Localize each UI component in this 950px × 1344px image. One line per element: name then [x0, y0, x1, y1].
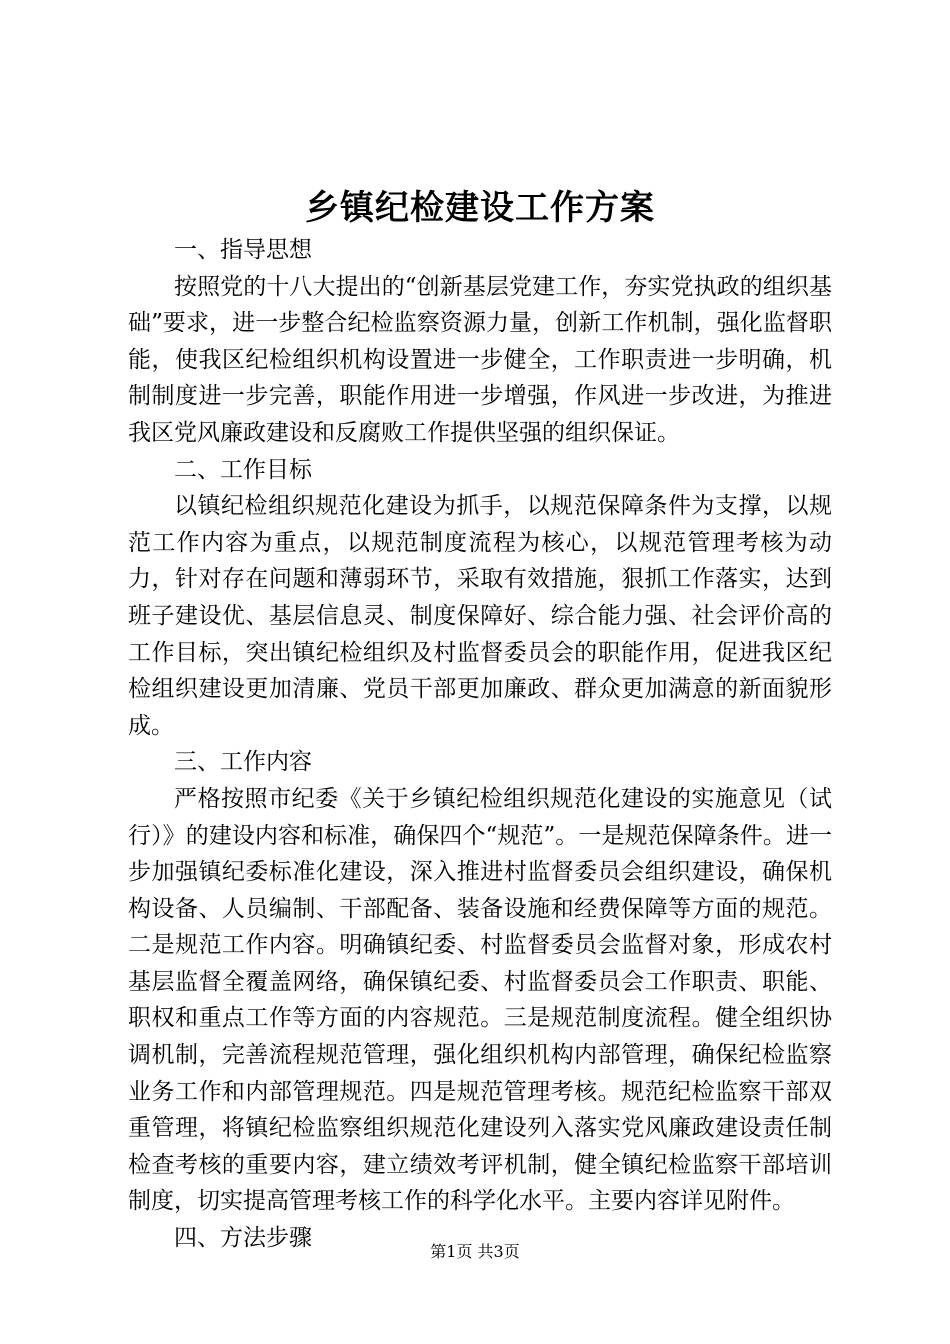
document-title: 乡镇纪检建设工作方案: [305, 188, 655, 228]
section-heading-work-goals: 二、工作目标: [174, 456, 312, 483]
paragraph-work-content: 严格按照市纪委《关于乡镇纪检组织规范化建设的实施意见（试行）》的建设内容和标准，确保四个“规范”。一是规范保障条件。进一步加强镇纪委标准化建设，深入推进村监督委员会组织建设，确保机构设备、人员编制、干部配备、装备设施和经费保障等方面的规范。二是规范工作内容。明确镇纪委、村监督委员会监督对象，形成农村基层监督全覆盖网络，确保镇纪委、村监督委员会工作职责、职能、职权和重点工作等方面的内容规范。三是规范制度流程。健全组织协调机制，完善流程规范管理，强化组织机构内部管理，确保纪检监察业务工作和内部管理规范。四是规范管理考核。规范纪检监察干部双重管理，将镇纪检监察组织规范化建设列入落实党风廉政建设责任制检查考核的重要内容，建立绩效考评机制，健全镇纪检监察干部培训制度，切实提高管理考核工作的科学化水平。主要内容详见附件。: [128, 785, 832, 1215]
paragraph-guiding-ideology: 按照党的十八大提出的“创新基层党建工作，夯实党执政的组织基础”要求，进一步整合纪检监察资源力量，创新工作机制，强化监督职能，使我区纪检组织机构设置进一步健全，工作职责进一步明确，机制制度进一步完善，职能作用进一步增强，作风进一步改进，为推进我区党风廉政建设和反腐败工作提供坚强的组织保证。: [128, 273, 832, 446]
section-heading-work-content: 三、工作内容: [174, 749, 312, 776]
document-body: [128, 232, 832, 1257]
section-heading-method-steps: 四、方法步骤: [174, 1225, 312, 1252]
document-page: [128, 0, 832, 1344]
section-heading-guiding-ideology: 一、指导思想: [174, 237, 312, 263]
page-footer: 第1页 共3页: [430, 1242, 520, 1261]
paragraph-work-goals: 以镇纪检组织规范化建设为抓手，以规范保障条件为支撑，以规范工作内容为重点，以规范制度流程为核心，以规范管理考核为动力，针对存在问题和薄弱环节，采取有效措施，狠抓工作落实，达到班子建设优、基层信息灵、制度保障好、综合能力强、社会评价高的工作目标，突出镇纪检组织及村监督委员会的职能作用，促进我区纪检组织建设更加清廉、党员干部更加廉政、群众更加满意的新面貌形成。: [128, 493, 832, 739]
